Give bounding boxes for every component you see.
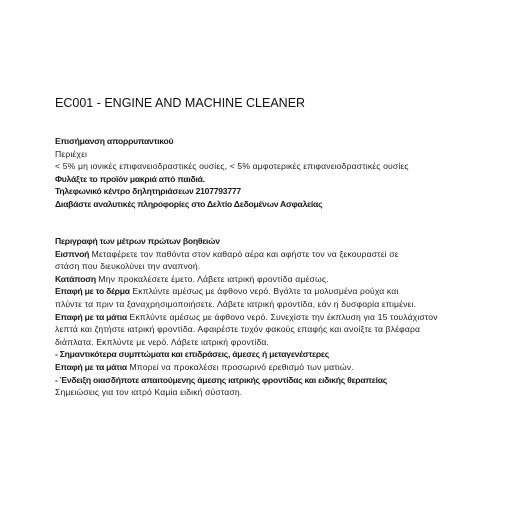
read-sds-notice: Διαβάστε αναλυτικές πληροφορίες στο Δελτίο Δεδομένων Ασφαλείας: [55, 198, 323, 209]
eye-contact-text: Εκπλύντε αμέσως με άφθονο νερό. Συνεχίστε την έκπλυση για 15 τουλάχιστον: [126, 311, 438, 322]
first-aid-heading: Περιγραφή των μέτρων πρώτων βοηθειών: [55, 236, 220, 246]
skin-contact-text: Εκπλύντε αμέσως με άφθονο νερό. Βγάλτε τα μολυσμένα ρούχα και: [129, 286, 399, 297]
ingestion-line: [55, 273, 515, 286]
eye-effect-label: Επαφή με τα μάτια: [55, 361, 127, 372]
keep-away-warning: Φυλάξτε το προϊόν μακριά από παιδιά.: [55, 173, 205, 184]
eye-effect-text: Μπορεί να προκαλέσει προσωρινό ερεθισμό των ματιών.: [126, 361, 354, 372]
doctor-notes: Σημειώσεις για τον ιατρό Καμία ειδική σύσταση.: [55, 387, 243, 398]
first-aid-section: [55, 235, 515, 399]
skin-contact-line: [55, 285, 515, 298]
composition-text: < 5% μη ιονικές επιφανειοδραστικές ουσίες, < 5% αμφοτερικές επιφανειοδραστικές ουσίες: [55, 161, 409, 172]
labelling-section: [55, 135, 515, 211]
ingestion-text: Μην προκαλέσετε έμετο. Λάβετε ιατρική φροντίδα αμέσως.: [95, 273, 329, 284]
contains-label: Περιέχει: [55, 148, 88, 159]
eye-contact-line: [55, 311, 515, 324]
inhalation-line: [55, 248, 515, 261]
symptoms-heading: - Σημαντικότερα συμπτώματα και επιδράσεις, άμεσες ή μεταγενέστερες: [55, 349, 329, 360]
inhalation-label: Εισπνοή: [55, 248, 90, 259]
poison-centre-phone: Τηλεφωνικό κέντρο δηλητηριάσεων 2107793777: [55, 186, 241, 197]
eye-contact-label: Επαφή με τα μάτια: [55, 311, 127, 322]
ingestion-label: Κατάποση: [55, 273, 96, 284]
skin-contact-text-continued: πλύντε τα πριν τα ξαναχρησιμοποιήσετε. Λάβετε ιατρική φροντίδα, εάν η δυσφορία επιμένει.: [55, 298, 417, 309]
labelling-heading: Επισήμανση απορρυπαντικού: [55, 136, 174, 146]
eye-contact-text-continued-2: διάπλατα. Εκπλύντε με νερό. Λάβετε ιατρική φροντίδα.: [55, 336, 270, 347]
skin-contact-label: Επαφή με το δέρμα: [55, 286, 130, 297]
eye-effect-line: [55, 361, 515, 374]
eye-contact-text-continued-1: λεπτά και ζητήστε ιατρική φροντίδα. Αφαιρέστε τυχόν φακούς επαφής και ανοίξτε τα βλέφαρα: [55, 324, 421, 335]
inhalation-text-continued: στάση που διευκολύνει την αναπνοή.: [55, 261, 201, 272]
document-title: EC001 - ENGINE AND MACHINE CLEANER: [55, 96, 306, 110]
treatment-heading: - Ένδειξη οιασδήποτε απαιτούμενης άμεσης ιατρικής φροντίδας και ειδικής θεραπείας: [55, 374, 387, 385]
inhalation-text: Μεταφέρετε τον παθόντα στον καθαρό αέρα και αφήστε τον να ξεκουραστεί σε: [89, 248, 399, 259]
